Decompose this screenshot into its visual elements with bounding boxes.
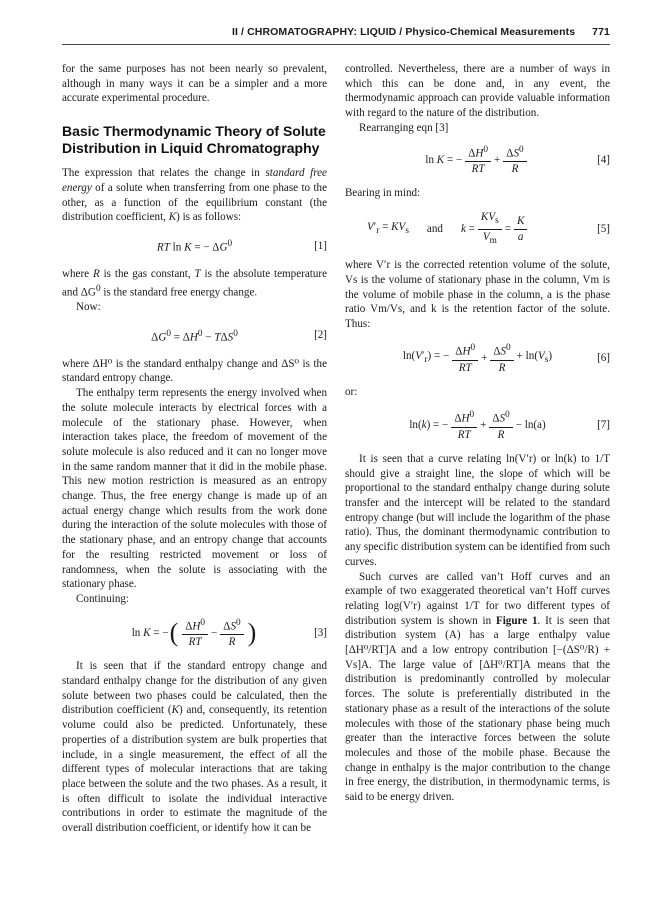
where-gas-constant-paragraph: where R is the gas constant, T is the absolute temperature and $\Delta G^0$ is the standard free energy change. <box>62 267 328 299</box>
equation-5-number: [5] <box>597 223 610 236</box>
enthalpy-term-paragraph: The enthalpy term represents the energy involved when the solute molecule interacts by electrical forces with a molecule of the stationary phase. However, when interaction takes place, the freedom of movement of the solute molecule is also reduced and it can no longer move in the same random manner that it did in the mobile phase. This new motion restriction is measured as an entropy change. Thus, the free energy change is made up of an actual energy change which results from the work done during the interaction of the solute molecules with those of the stationary phase, and an entropy change that accounts for the resulting restricted movement or loss of randomness, when the solute is associating with the stationary phase. <box>62 387 327 591</box>
bearing-paragraph: Bearing in mind: <box>345 187 421 200</box>
continuing-paragraph: Continuing: <box>76 592 130 605</box>
left-column <box>62 62 327 836</box>
equation-3: ln K = − ( $\frac{\Delta H^0}{RT}$ − $\frac{\Delta S^0}{R}$ ) [3] <box>131 617 327 649</box>
equation-2: $\Delta G^0 = \Delta H^0 - T\Delta S^0$ [2] <box>151 328 327 344</box>
standard-entropy-paragraph: It is seen that if the standard entropy change and standard enthalpy change for the distribution of any given solute between two phases could be calculated, then the distribution coefficient (K) and, consequently, its retention volume could also be predicted. Unfortunately, these properties of a distribution system are bulk properties that include, in a single measurement, the effect of all the different types of molecular interactions that are taking place between the solute and the two phases. As a result, it is often difficult to isolate the individual interactive contributions in order to estimate the magnitude of the overall distribution coefficient, or identify how it can be <box>62 660 328 835</box>
page-number: 771 <box>592 26 610 38</box>
equation-4: ln K = − $\frac{\Delta H^0}{RT}$ + $\frac{\Delta S^0}{R}$ [4] <box>425 144 610 176</box>
running-header <box>62 26 610 38</box>
figure-1-reference[interactable]: Figure 1 <box>495 614 538 627</box>
equation-4-number: [4] <box>597 153 610 166</box>
equation-7: ln(k) = − $\frac{\Delta H^0}{RT}$ + $\frac{\Delta S^0}{R}$ − ln(a) [7] <box>409 410 610 441</box>
curve-paragraph: It is seen that a curve relating ln(V′r) or ln(k) to 1/T should give a straight line, the slope of which will be proportional to the standard enthalpy change during solute transfer and the intercept will be related to the standard entropy change (but will include the logarithm of the phase ratio). Thus, the dominant thermodynamic contribution to any specific distribution system can be identified from such curves. <box>345 452 610 568</box>
equation-3-number: [3] <box>314 626 327 639</box>
equation-1: RT ln K = − $\Delta G^0$ [1] <box>156 238 327 254</box>
equation-7-number: [7] <box>597 419 610 432</box>
equation-6-number: [6] <box>597 351 610 364</box>
where-enthalpy-paragraph: where ΔH⁰ is the standard enthalpy change and ΔS⁰ is the standard entropy change. <box>62 357 327 385</box>
equation-2-number: [2] <box>314 329 327 342</box>
expression-paragraph: The expression that relates the change in standard free energy of a solute when transferring from one phase to the other, as a function of the equilibrium constant (the distribution coefficient, K) is as follows: <box>62 167 327 224</box>
controlled-paragraph: controlled. Nevertheless, there are a number of ways in which this can be done and, in any event, the thermodynamic approach can provide valuable information with regard to the nature of the distribution. <box>345 63 610 120</box>
equation-5: $V'_r = KV_s$ and k = $\frac{KV_s}{V_m}$ = $\frac{K}{a}$ [5] <box>367 210 610 247</box>
right-column <box>345 62 610 805</box>
where-retention-paragraph: where V′r is the corrected retention volume of the solute, Vs is the volume of stationary phase in the column, Vm is the volume of mobile phase in the column, a is the phase ratio Vm/Vs, and k is the retention factor of the solute. Thus: <box>345 259 610 331</box>
or-paragraph: or: <box>345 385 358 398</box>
header-section: II / CHROMATOGRAPHY: LIQUID / Physico-Chemical Measurements <box>232 26 576 38</box>
equation-1-number: [1] <box>314 239 327 252</box>
intro-paragraph: for the same purposes has not been nearly so prevalent, although in many ways it can be a simpler and a more accurate experimental procedure. <box>62 63 327 105</box>
rearranging-paragraph: Rearranging eqn [3] <box>359 121 449 134</box>
vant-hoff-paragraph: Such curves are called van’t Hoff curves and an example of two exaggerated theoretical van’t Hoff curves relating log(V′r) against 1/T for two different types of distribution system is shown in Figure 1. It is seen that distribution system (A) has a large enthalpy value [ΔH⁰/RT]A and a low entropy contribution [−(ΔS⁰/R) + Vs]A. The large value of [ΔH⁰/RT]A means that the distribution is predominantly controlled by molecular forces. The solute is preferentially distributed in the stationary phase as a result of the interactions of the solute molecules with those of the stationary phase being much greater than the interactive forces between the solute molecules and those of the mobile phase. Because the change in enthalpy is the major contribution to the change in free energy, the distribution, in thermodynamic terms, is said to be energy driven. <box>345 570 611 804</box>
equation-6: $\ln(V'_r)$ = − $\frac{\Delta H^0}{RT}$ + $\frac{\Delta S^0}{R}$ + $\ln(V_s)$ [6] <box>402 342 610 374</box>
now-paragraph: Now: <box>76 301 101 314</box>
header-rule <box>62 44 610 45</box>
section-heading: Basic Thermodynamic Theory of Solute Distribution in Liquid Chromatography <box>62 123 326 157</box>
